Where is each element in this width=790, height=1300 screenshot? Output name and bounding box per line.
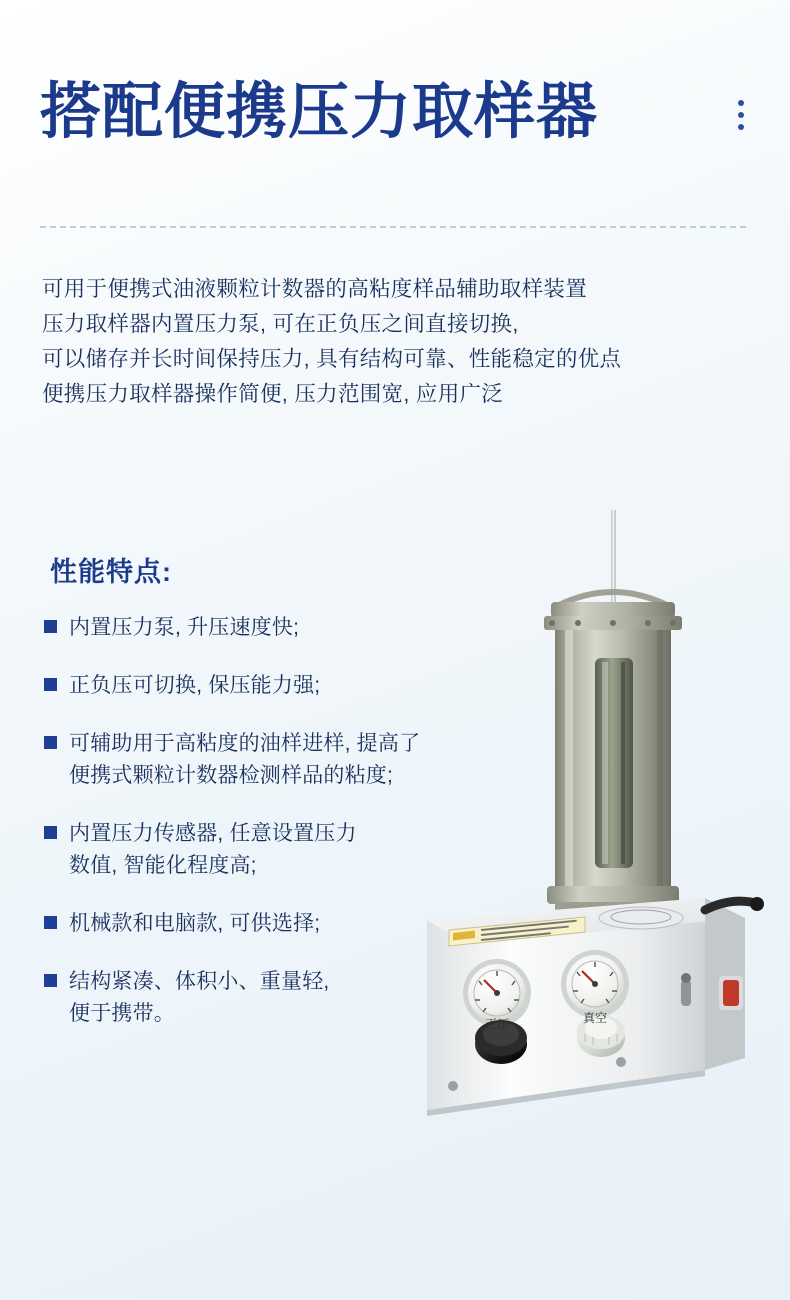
feature-5-line-1: 机械款和电脑款, 可供选择; (69, 912, 321, 935)
feature-3-line-1: 可辅助用于高粘度的油样进样, 提高了 (69, 732, 421, 755)
feature-text-2 (69, 670, 320, 702)
feature-1-line-1: 内置压力泵, 升压速度快; (69, 616, 300, 639)
cylinder-base-ring (547, 886, 679, 904)
dot-2 (738, 112, 744, 118)
intro-line-2: 压力取样器内置压力泵, 可在正负压之间直接切换, (42, 312, 519, 336)
square-bullet-icon (44, 736, 57, 749)
feature-text-3 (69, 728, 420, 792)
feature-text-1 (69, 612, 299, 644)
portable-pressure-sampler-illustration (405, 510, 790, 1150)
foot-right (616, 1057, 626, 1067)
feature-text-5 (69, 908, 320, 940)
dot-3 (738, 124, 744, 130)
feature-4-line-1: 内置压力传感器, 任意设置压力 (69, 822, 357, 845)
feature-text-4 (69, 818, 357, 882)
intro-line-1: 可用于便携式油液颗粒计数器的高粘度样品辅助取样装置 (42, 277, 588, 301)
foot-left (448, 1081, 458, 1091)
sight-glass (595, 658, 633, 868)
square-bullet-icon (44, 974, 57, 987)
intro-line-3: 可以储存并长时间保持压力, 具有结构可靠、性能稳定的优点 (42, 347, 622, 371)
feature-4-line-2: 数值, 智能化程度高; (69, 854, 257, 877)
page-title: 搭配便携压力取样器 (40, 76, 599, 147)
header-divider (40, 226, 746, 228)
lid (551, 602, 675, 618)
red-power-button (723, 980, 739, 1006)
dot-1 (738, 100, 744, 106)
label-positive-pressure: 正压 (484, 1017, 510, 1031)
intro-line-4: 便携压力取样器操作简便, 压力范围宽, 应用广泛 (42, 382, 504, 406)
features-heading: 性能特点: (50, 557, 172, 587)
feature-2-line-1: 正负压可切换, 保压能力强; (69, 674, 321, 697)
square-bullet-icon (44, 916, 57, 929)
square-bullet-icon (44, 620, 57, 633)
feature-6-line-1: 结构紧凑、体积小、重量轻, (69, 970, 330, 993)
square-bullet-icon (44, 678, 57, 691)
page-header (40, 78, 750, 145)
intro-paragraph (42, 272, 702, 412)
feature-3-line-2: 便携式颗粒计数器检测样品的粘度; (69, 764, 394, 787)
toggle-switch (681, 980, 691, 1006)
square-bullet-icon (44, 826, 57, 839)
label-vacuum: 真空 (582, 1011, 608, 1025)
product-image (405, 510, 790, 1150)
more-vertical-icon[interactable] (738, 94, 750, 130)
feature-6-line-2: 便于携带。 (69, 1002, 175, 1025)
feature-text-6 (69, 966, 329, 1030)
